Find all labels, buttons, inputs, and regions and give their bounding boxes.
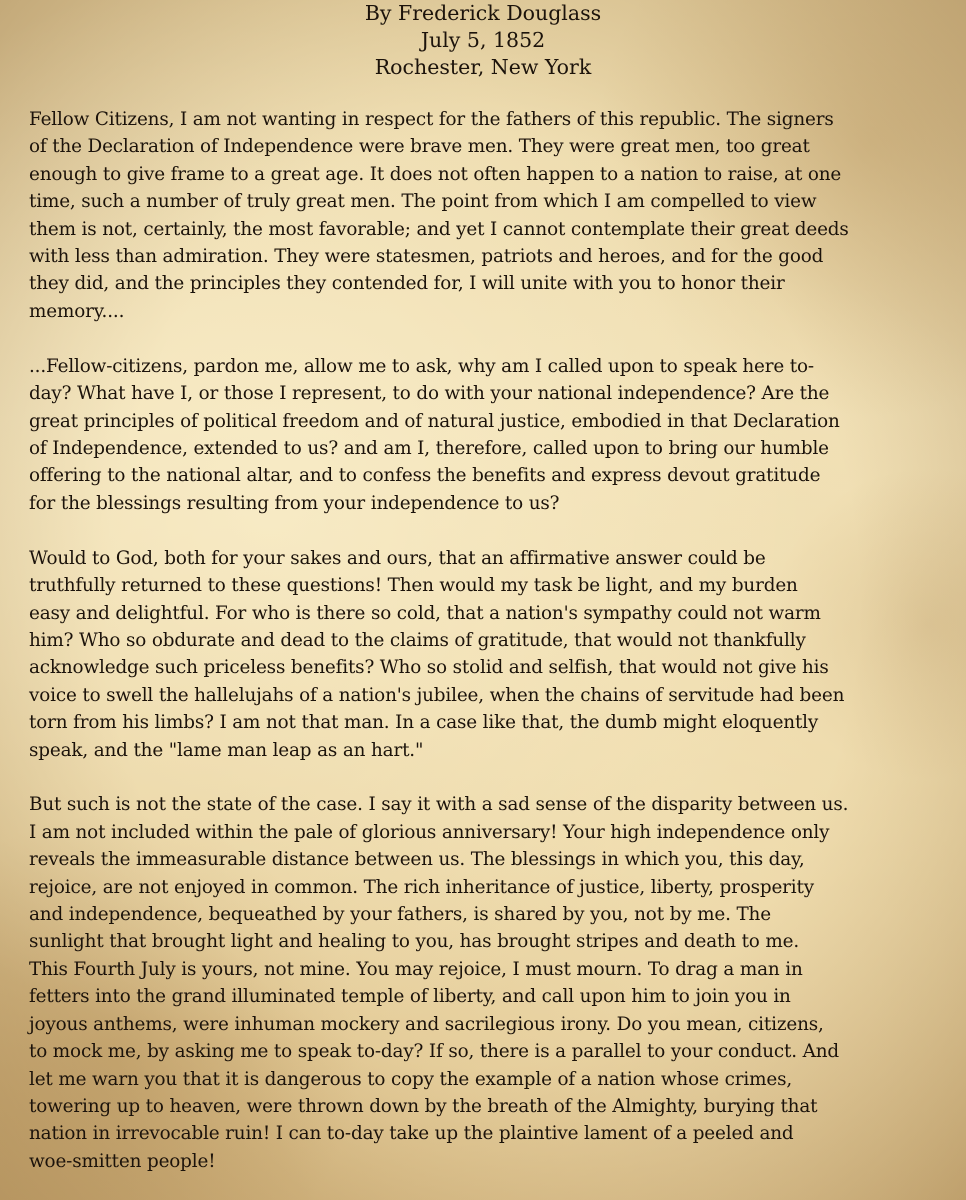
text-line: them is not, certainly, the most favorable; and yet I cannot contemplate their great deeds	[29, 218, 849, 240]
speech-body	[29, 106, 961, 1200]
text-line: voice to swell the hallelujahs of a nation's jubilee, when the chains of servitude had been	[29, 684, 845, 706]
text-line: torn from his limbs? I am not that man. In a case like that, the dumb might eloquently	[29, 712, 819, 734]
text-line: fetters into the grand illuminated temple of liberty, and call upon him to join you in	[29, 986, 791, 1008]
text-line: great principles of political freedom and of natural justice, embodied in that Declaration	[29, 410, 840, 432]
text-line: to mock me, by asking me to speak to-day? If so, there is a parallel to your conduct. And	[29, 1041, 839, 1063]
text-line: Fellow Citizens, I am not wanting in respect for the fathers of this republic. The signers	[29, 109, 834, 130]
text-line: and independence, bequeathed by your fathers, is shared by you, not by me. The	[29, 904, 771, 926]
text-line: rejoice, are not enjoyed in common. The rich inheritance of justice, liberty, prosperity	[29, 876, 814, 898]
text-line: joyous anthems, were inhuman mockery and sacrilegious irony. Do you mean, citizens,	[29, 1013, 824, 1035]
speech-paragraph	[29, 353, 961, 517]
text-line: they did, and the principles they contended for, I will unite with you to honor their	[29, 273, 785, 295]
text-line: of Independence, extended to us? and am I, therefore, called upon to bring our humble	[29, 437, 829, 459]
text-line: towering up to heaven, were thrown down by the breath of the Almighty, burying that	[29, 1095, 818, 1117]
text-line: But such is not the state of the case. I say it with a sad sense of the disparity between us.	[29, 794, 849, 816]
text-line: speak, and the "lame man leap as an hart."	[29, 739, 424, 761]
text-line: nation in irrevocable ruin! I can to-day take up the plaintive lament of a peeled and	[29, 1123, 794, 1145]
text-line: day? What have I, or those I represent, to do with your national independence? Are the	[29, 383, 830, 405]
text-line: offering to the national altar, and to confess the benefits and express devout gratitude	[29, 465, 821, 487]
date-line: July 5, 1852	[420, 28, 546, 52]
speech-paragraph	[29, 791, 961, 1175]
text-line: memory....	[29, 300, 125, 322]
text-line: This Fourth July is yours, not mine. You may rejoice, I must mourn. To drag a man in	[29, 958, 803, 980]
text-line: I am not included within the pale of glorious anniversary! Your high independence only	[29, 821, 830, 843]
text-line: enough to give frame to a great age. It does not often happen to a nation to raise, at one	[29, 163, 842, 185]
text-line: ...Fellow-citizens, pardon me, allow me to ask, why am I called upon to speak here to-	[29, 355, 814, 377]
place-line: Rochester, New York	[374, 55, 592, 79]
text-line: sunlight that brought light and healing to you, has brought stripes and death to me.	[29, 931, 800, 953]
text-line: Would to God, both for your sakes and ours, that an affirmative answer could be	[29, 547, 766, 569]
speech-paragraph	[29, 545, 961, 764]
text-line: truthfully returned to these questions! Then would my task be light, and my burden	[29, 575, 798, 597]
text-line: with less than admiration. They were statesmen, patriots and heroes, and for the good	[29, 246, 824, 268]
speech-paragraph	[29, 106, 961, 325]
author-line: By Frederick Douglass	[364, 1, 602, 25]
text-line: for the blessings resulting from your independence to us?	[29, 492, 560, 514]
speech-header	[0, 0, 966, 81]
text-line: easy and delightful. For who is there so cold, that a nation's sympathy could not warm	[29, 602, 821, 624]
text-line: let me warn you that it is dangerous to copy the example of a nation whose crimes,	[29, 1068, 793, 1090]
text-line: woe-smitten people!	[29, 1150, 216, 1172]
text-line: him? Who so obdurate and dead to the claims of gratitude, that would not thankfully	[29, 629, 806, 651]
text-line: reveals the immeasurable distance between us. The blessings in which you, this day,	[29, 849, 805, 871]
text-line: of the Declaration of Independence were brave men. They were great men, too great	[29, 136, 810, 158]
text-line: time, such a number of truly great men. The point from which I am compelled to view	[29, 191, 817, 213]
text-line: acknowledge such priceless benefits? Who so stolid and selfish, that would not give his	[29, 657, 829, 679]
